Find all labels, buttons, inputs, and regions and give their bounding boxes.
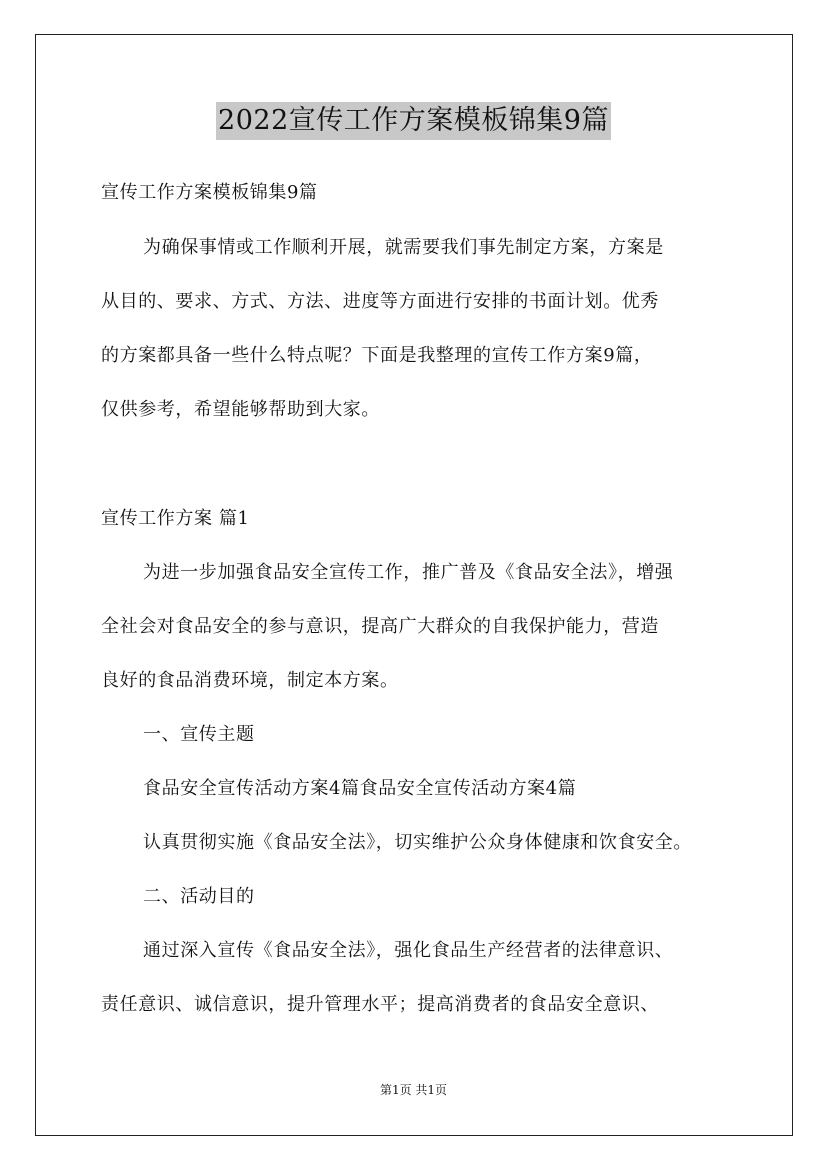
intro-line-4: 仅供参考，希望能够帮助到大家。 — [101, 399, 380, 420]
purpose-line-2: 责任意识、诚信意识，提升管理水平；提高消费者的食品安全意识、 — [101, 994, 659, 1015]
heading-purpose: 二、活动目的 — [143, 886, 255, 907]
intro-line-1: 为确保事情或工作顺利开展，就需要我们事先制定方案，方案是 — [143, 237, 664, 258]
section-line-1: 为进一步加强食品安全宣传工作，推广普及《食品安全法》，增强 — [143, 562, 674, 583]
theme-line-2: 认真贯彻实施《食品安全法》，切实维护公众身体健康和饮食安全。 — [143, 832, 692, 853]
section-heading: 宣传工作方案 篇1 — [101, 508, 250, 529]
intro-line-2: 从目的、要求、方式、方法、进度等方面进行安排的书面计划。优秀 — [101, 291, 659, 312]
section-line-3: 良好的食品消费环境，制定本方案。 — [101, 670, 399, 691]
section-line-2: 全社会对食品安全的参与意识，提高广大群众的自我保护能力，营造 — [101, 616, 659, 637]
heading-theme: 一、宣传主题 — [143, 724, 255, 745]
purpose-line-1: 通过深入宣传《食品安全法》，强化食品生产经营者的法律意识、 — [143, 940, 674, 961]
intro-line-3: 的方案都具备一些什么特点呢？下面是我整理的宣传工作方案9篇， — [101, 345, 653, 366]
page-footer: 第1页 共1页 — [379, 1083, 448, 1097]
title-container — [0, 102, 827, 140]
document-subtitle: 宣传工作方案模板锦集9篇 — [101, 182, 318, 203]
theme-line-1: 食品安全宣传活动方案4篇食品安全宣传活动方案4篇 — [143, 778, 577, 799]
document-title: 2022宣传工作方案模板锦集9篇 — [216, 102, 611, 140]
